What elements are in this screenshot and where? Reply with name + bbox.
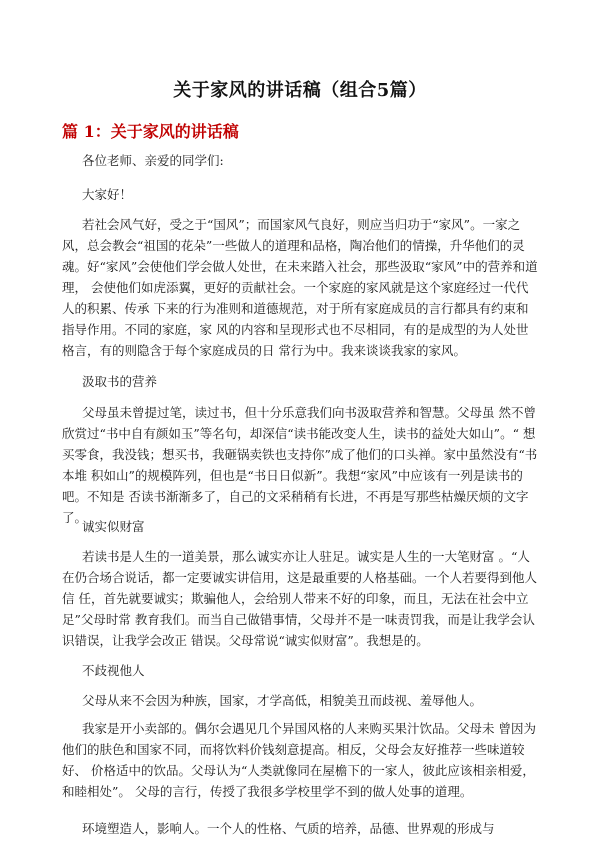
paragraph-no-discrimination-a: 父母从来不会因为种族，国家，才学高低，相貌美丑而歧视、羞辱他人。 [82,693,483,708]
section-heading: 篇 1：关于家风的讲话稿 [62,122,239,141]
subheading-honesty: 诚实似财富 [82,519,145,534]
paragraph-no-discrimination-b: 我家是开小卖部的。偶尔会遇见几个异国风格的人来购买果汁饮品。父母未 曾因为他们的肤色和国家不同，而将饮料价钱刻意提高。相反，父母会友好推荐一些味道较好、 价格适中的饮品。父母认为“人类就像同在屋檐下的一家人，彼此应该相亲相爱，和睦相处”。 父母的言行，传授了我很多学校里学不到的做人处事的道理。 [62,721,536,799]
greeting: 大家好！ [82,187,133,202]
paragraph-reading: 父母虽未曾提过笔，读过书，但十分乐意我们向书汲取营养和智慧。父母虽 然不曾欣赏过“书中自有颜如玉”等名句，却深信“读书能改变人生，读书的益处大如山”。“ 想买零食，我没钱；想买书，我砸锅卖铁也支持你”成了他们的口头禅。家中虽然没有“书本堆 积如山”的规模阵列，但也是“书日日似新”。我想“家风”中应该有一列是读书的吧。不知是 否读书渐渐多了，自己的文采稍稍有长进，不再是写那些枯燥厌烦的文字了。 [62,405,538,525]
document-title: 关于家风的讲话稿（组合5篇） [173,80,427,101]
paragraph-environment: 环境塑造人，影响人。一个人的性格、气质的培养，品德、世界观的形成与 [82,821,495,836]
subheading-reading: 汲取书的营养 [82,374,158,389]
paragraph-honesty: 若读书是人生的一道美景，那么诚实亦让人驻足。诚实是人生的一大笔财富 。“人在仍合场合说话，都一定要诚实讲信用，这是最重要的人格基础。一个人若要得到他人信 任，首先就要诚实；欺骗他人，会给别人带来不好的印象，而且，无法在社会中立足”父母时常 教育我们。而当自己做错事情，父母并不是一味责罚我，而是让我学会认识错误，让我学会改正 错误。父母常说“诚实似财富”。我想是的。 [62,549,538,648]
salutation: 各位老师、亲爱的同学们: [82,153,224,168]
intro-paragraph: 若社会风气好，受之于“国风”；而国家风气良好，则应当归功于“家风”。一家之风，总会教会“祖国的花朵”一些做人的道理和品格，陶冶他们的情操，升华他们的灵 魂。好“家风”会使他们学会做人处世，在未来踏入社会，那些汲取“家风”中的营养和道理， 会使他们如虎添翼，更好的贡献社会。一个家庭的家风就是这个家庭经过一代代人的积累、传承 下来的行为准则和道德规范，对于所有家庭成员的言行都具有约束和指导作用。不同的家庭，家 风的内容和呈现形式也不尽相同，有的是成型的为人处世格言，有的则隐含于每个家庭成员的日 常行为中。我来谈谈我家的家风。 [62,217,538,358]
subheading-no-discrimination: 不歧视他人 [82,663,145,678]
